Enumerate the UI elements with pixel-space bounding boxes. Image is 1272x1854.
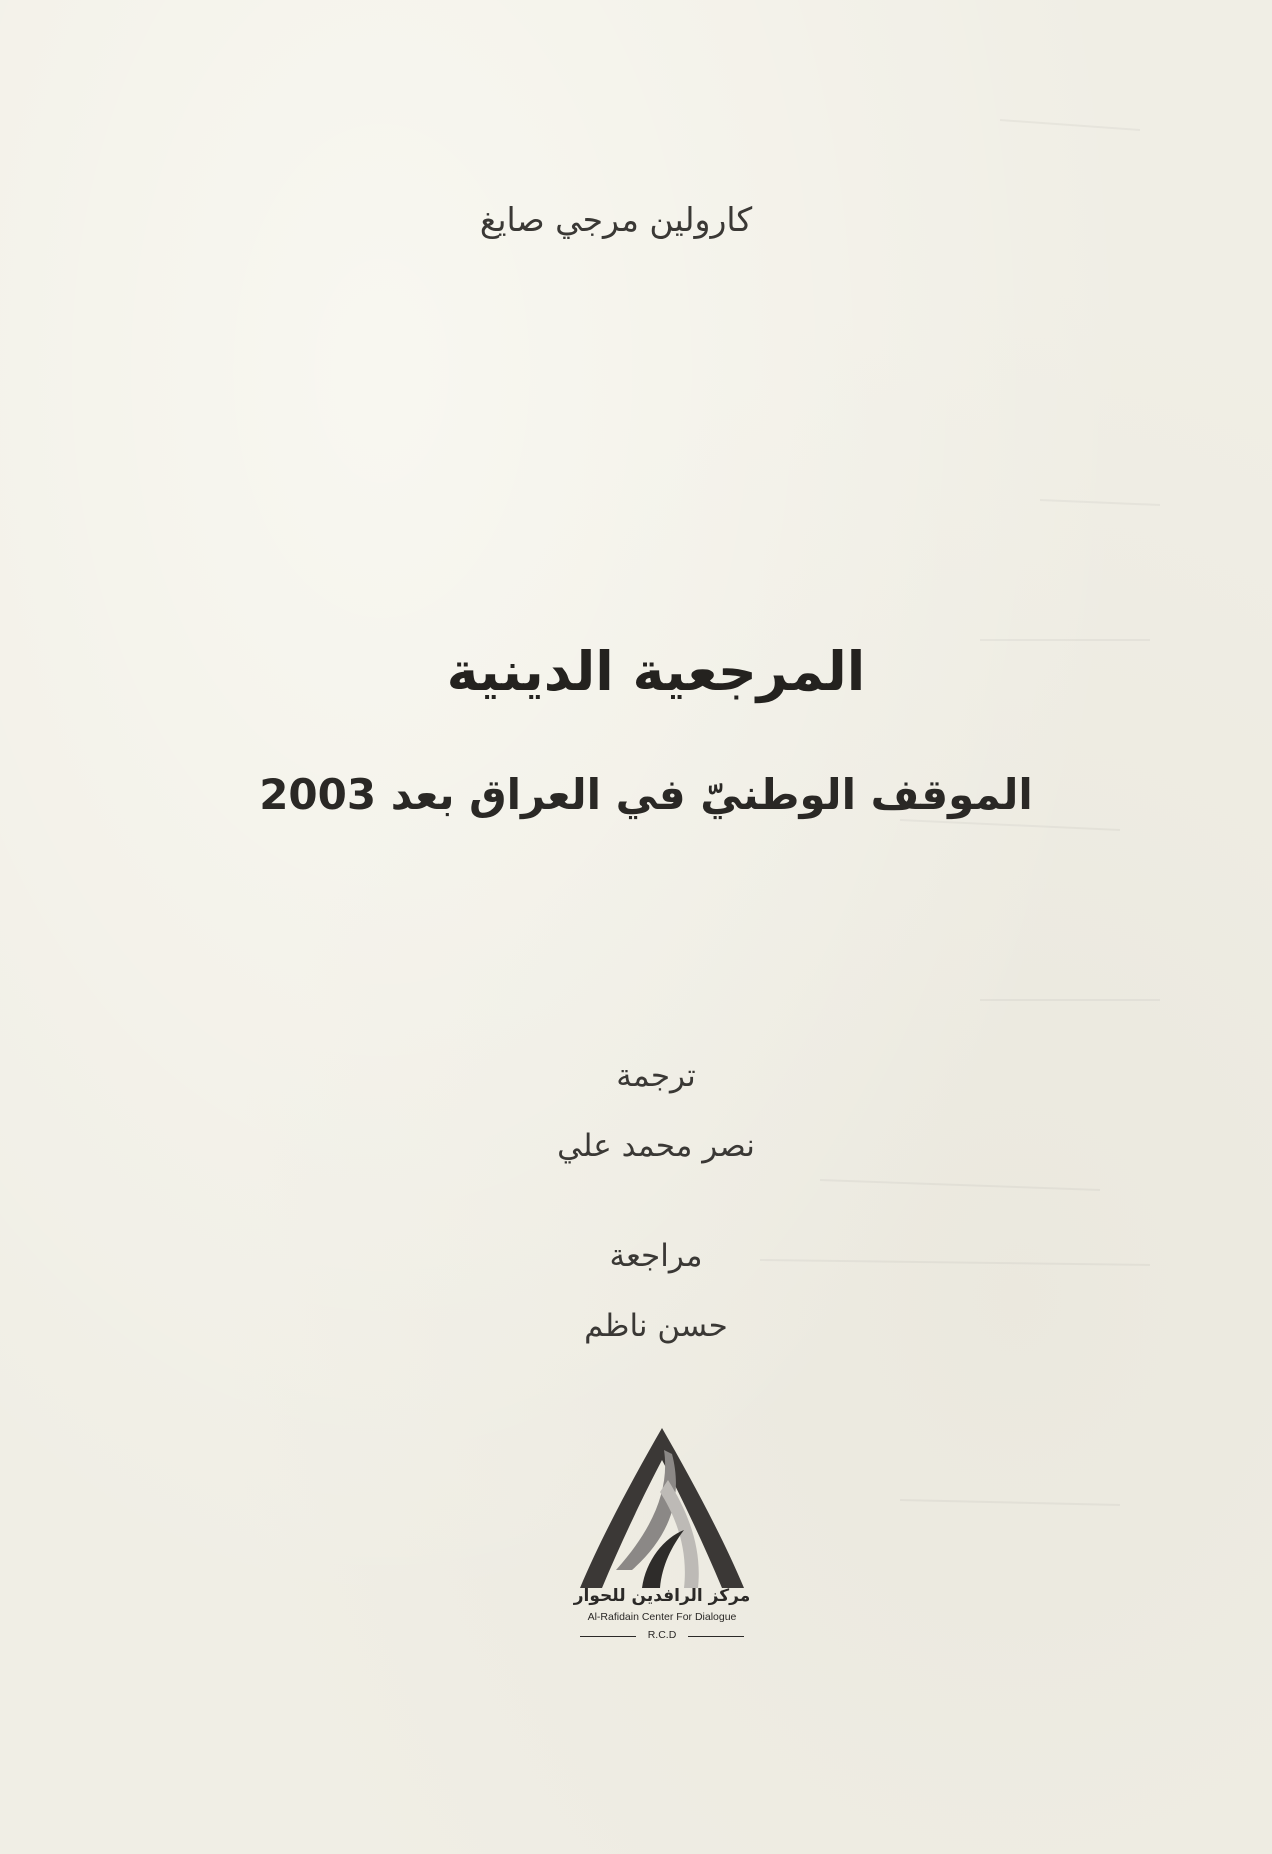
book-title: المرجعية الدينية (446, 640, 866, 703)
book-subtitle: الموقف الوطنيّ في العراق بعد 2003 (259, 770, 1033, 819)
publisher-name-english: Al-Rafidain Center For Dialogue (587, 1611, 737, 1623)
reviewer-name: حسن ناظم (584, 1308, 728, 1344)
divider-left (580, 1636, 636, 1637)
publisher-abbr-text: R.C.D (647, 1629, 677, 1641)
translation-label: ترجمة (616, 1058, 696, 1094)
translator-name: نصر محمد علي (557, 1128, 755, 1164)
author-name: كارولين مرجي صايغ (479, 200, 753, 239)
publisher-name-arabic: مركز الرافدين للحوار (573, 1586, 751, 1606)
publisher-logo (572, 1420, 752, 1650)
publisher-emblem-icon (572, 1420, 752, 1600)
review-label: مراجعة (609, 1238, 703, 1274)
divider-right (688, 1636, 744, 1637)
publisher-abbreviation (572, 1629, 752, 1643)
